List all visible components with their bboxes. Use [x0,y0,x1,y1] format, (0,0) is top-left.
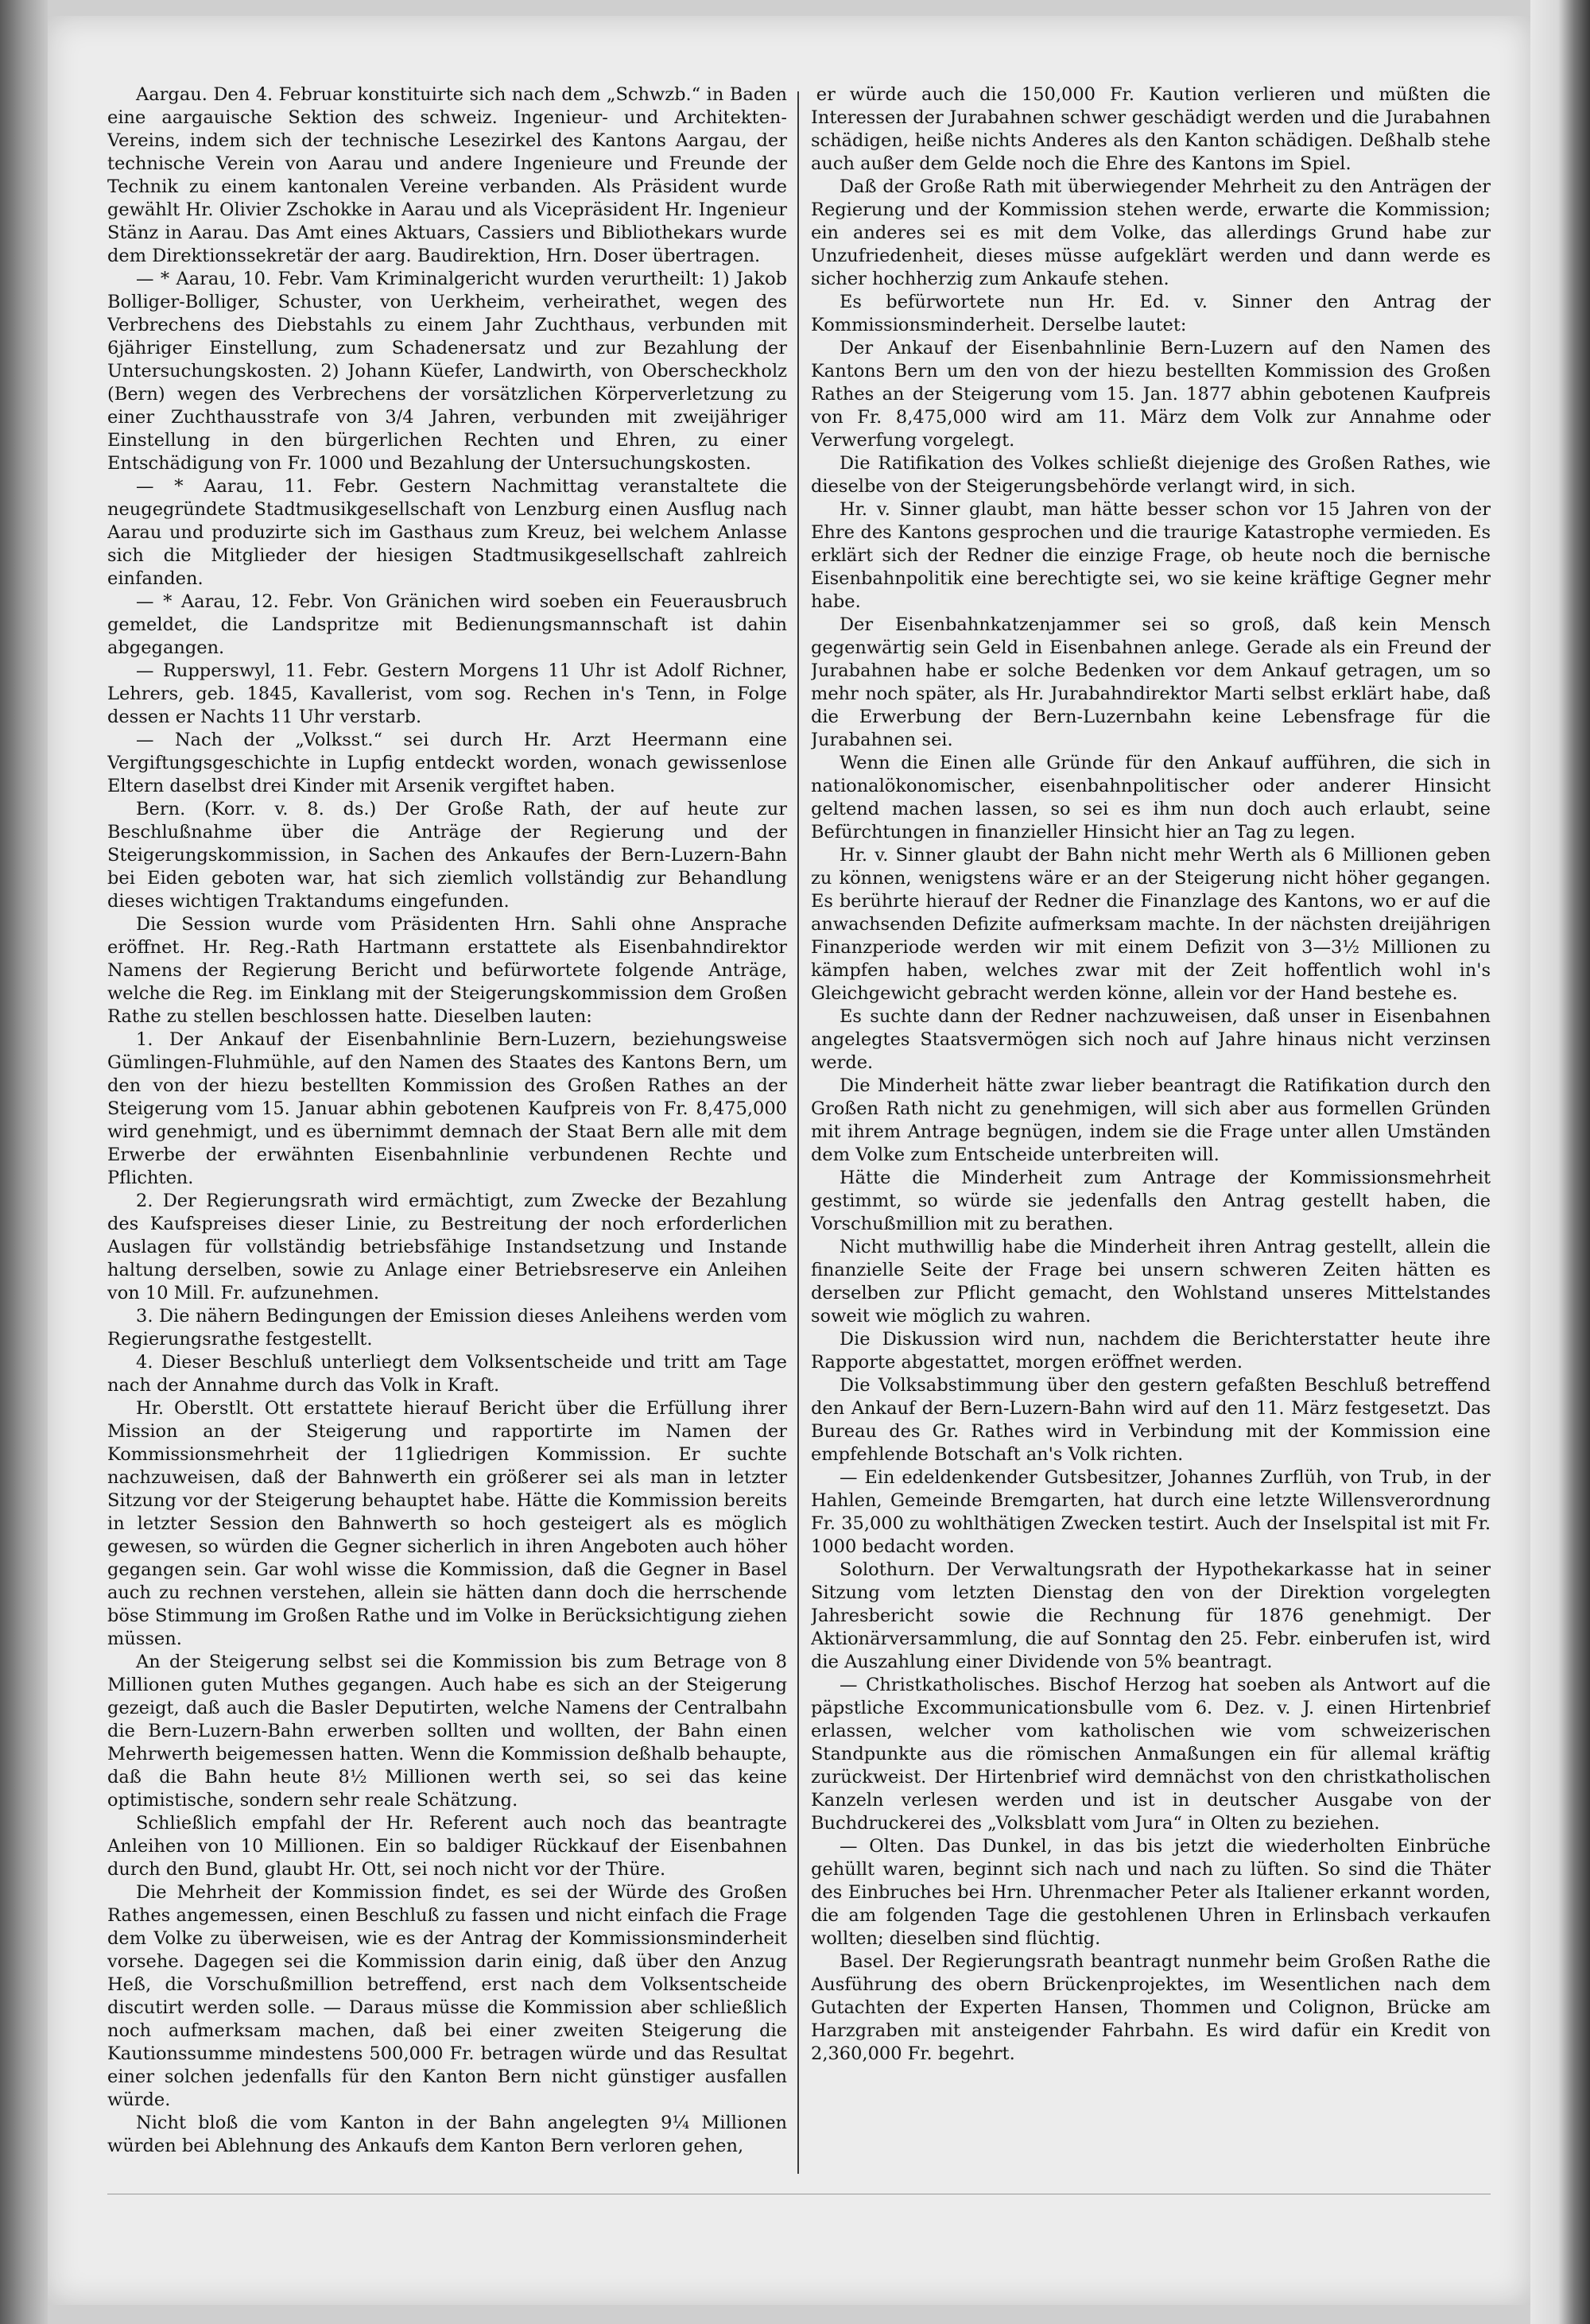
paragraph: er würde auch die 150,000 Fr. Kaution verlieren und müßten die Interessen der Jurabahnen schwer geschädigt werden und die Jurabahnen schädigen, heiße nichts Anderes als den Kanton schädigen. Deßhalb stehe auch außer dem Gelde noch die Ehre des Kantons im Spiel. [811,84,1491,174]
paragraph: Die Mehrheit der Kommission findet, es sei der Würde des Großen Rathes angemessen, einen Beschluß zu fassen und nicht einfach die Frage dem Volke zu überweisen, wie es der Antrag der Kommissionsminderheit vorsehe. Dagegen sei die Kommission darin einig, daß über den Anzug Heß, die Vorschußmillion betreffend, erst nach dem Volksentscheide discutirt werden solle. — Daraus müsse die Kommission aber schließlich noch aufmerksam machen, daß bei einer zweiten Steigerung die Kautionssumme mindestens 500,000 Fr. betragen würde und das Resultat einer solchen jedenfalls für den Kanton Bern nicht günstiger ausfallen würde. [107,1882,787,2110]
paragraph: Hr. v. Sinner glaubt der Bahn nicht mehr Werth als 6 Millionen geben zu können, wenigstens wäre er an der Steigerung nicht höher gegangen. Es berührte hierauf der Redner die Finanzlage des Kantons, wo er auf die anwachsenden Defizite aufmerksam machte. In der nächsten dreijährigen Finanzperiode werden wir mit einem Defizit von 3—3½ Millionen zu kämpfen haben, welches zwar mit der Zeit hoffentlich wohl in's Gleichgewicht gebracht werden könne, allein vor der Hand bestehe es. [811,845,1491,1004]
paragraph: Die Diskussion wird nun, nachdem die Berichterstatter heute ihre Rapporte abgestattet, morgen eröffnet werden. [811,1329,1491,1373]
paragraph: Hr. Oberstlt. Ott erstattete hierauf Bericht über die Erfüllung ihrer Mission an der Steigerung und rapportirte im Namen der Kommissionsmehrheit der 11gliedrigen Kommission. Er suchte nachzuweisen, daß der Bahnwerth ein größerer sei als man in letzter Sitzung vor der Steigerung behauptet habe. Hätte die Kommission bereits in letzter Session den Bahnwerth so hoch gesteigert als es möglich gewesen, so würden die Gegner sicherlich in ihren Angeboten auch höher gegangen sein. Gar wohl wisse die Kommission, daß die Gegner in Basel auch zu rechnen verstehen, allein sie hätten dann doch die herrschende böse Stimmung im Großen Rathe und im Volke in Berücksichtigung ziehen müssen. [107,1398,787,1649]
paragraph: Wenn die Einen alle Gründe für den Ankauf aufführen, die sich in nationalökonomischer, eisenbahnpolitischer oder anderer Hinsicht geltend machen lassen, so sei es ihm nun doch auch erlaubt, seine Befürchtungen in finanzieller Hinsicht hier an Tag zu legen. [811,753,1491,842]
article-bern-grosser-rath: Bern. (Korr. v. 8. ds.) Der Große Rath, der auf heute zur Beschlußnahme über die Anträge der Regierung und der Steigerungskommission, in Sachen des Ankaufes der Bern-Luzern-Bahn bei Eiden geboten war, hat sich ziemlich vollständig zur Behandlung dieses wichtigen Traktandums eingefunden. [107,799,787,912]
paragraph: Nicht muthwillig habe die Minderheit ihren Antrag gestellt, allein die finanzielle Seite der Frage bei unsern schweren Zeiten hätten es derselben zur Pflicht gemacht, den Wohlstand unseres Mittelstandes soweit wie möglich zu wahren. [811,1237,1491,1327]
paragraph: Es befürwortete nun Hr. Ed. v. Sinner den Antrag der Kommissionsminderheit. Derselbe lautet: [811,292,1491,335]
motion-text: Die Ratifikation des Volkes schließt diejenige des Großen Rathes, wie dieselbe von der Steigerungsbehörde verlangt wird, in sich. [811,453,1491,497]
left-column [107,83,787,2221]
article-bern-zurflueh: — Ein edeldenkender Gutsbesitzer, Johannes Zurflüh, von Trub, in der Hahlen, Gemeinde Bremgarten, hat durch eine letzte Willensverordnung Fr. 35,000 zu wohlthätigen Zwecken testirt. Auch der Inselspital ist mit Fr. 1000 bedacht worden. [811,1467,1491,1557]
right-column [811,83,1491,2221]
article-solothurn: Solothurn. Der Verwaltungsrath der Hypothekarkasse hat in seiner Sitzung vom letzten Dienstag den von der Direktion vorgelegten Jahresbericht sowie die Rechnung für 1876 genehmigt. Der Aktionärversammlung, die auf Sonntag den 25. Febr. einberufen ist, wird die Auszahlung einer Dividende von 5% beantragt. [811,1559,1491,1672]
motion-item: 3. Die nähern Bedingungen der Emission dieses Anleihens werden vom Regierungsrathe festgestellt. [107,1306,787,1350]
motion-text: Der Ankauf der Eisenbahnlinie Bern-Luzern auf den Namen des Kantons Bern um den von der hiezu bestellten Kommission des Großen Rathes an der Steigerung vom 15. Jan. 1877 abhin gebotenen Kaufpreis von Fr. 8,475,000 wird am 11. März dem Volk zur Annahme oder Verwerfung vorgelegt. [811,338,1491,451]
paragraph: Die Volksabstimmung über den gestern gefaßten Beschluß betreffend den Ankauf der Bern-Luzern-Bahn wird auf den 11. März festgesetzt. Das Bureau des Gr. Rathes wird in Verbindung mit der Kommission eine empfehlende Botschaft an's Volk richten. [811,1375,1491,1465]
paragraph: Es suchte dann der Redner nachzuweisen, daß unser in Eisenbahnen angelegtes Staatsvermögen sich noch auf Jahre hinaus nicht verzinsen werde. [811,1006,1491,1073]
paragraph: Der Eisenbahnkatzenjammer sei so groß, daß kein Mensch gegenwärtig sein Geld in Eisenbahnen anlege. Gerade als ein Freund der Jurabahnen habe er solche Bedenken vor dem Ankauf getragen, um so mehr noch später, als Hr. Jurabahndirektor Marti selbst erklärt habe, daß die Erwerbung der Bern-Luzernbahn keine Lebensfrage für die Jurabahnen sei. [811,614,1491,750]
article-basel: Basel. Der Regierungsrath beantragt nunmehr beim Großen Rathe die Ausführung des obern Brückenprojektes, im Wesentlichen nach dem Gutachten der Experten Hansen, Thommen und Colignon, Brücke am Harzgraben mit ansteigender Fahrbahn. Es wird dafür ein Kredit von 2,360,000 Fr. begehrt. [811,1951,1491,2064]
article-aarau-kriminalgericht: — * Aarau, 10. Febr. Vam Kriminalgericht wurden verurtheilt: 1) Jakob Bolliger-Bolliger, Schuster, von Uerkheim, verheirathet, wegen des Verbrechens des Diebstahls zu einem Jahr Zuchthaus, verbunden mit 6jähriger Einstellung, zum Schadenersatz und zur Bezahlung der Untersuchungskosten. 2) Johann Küefer, Landwirth, von Oberscheckholz (Bern) wegen des Verbrechens der vorsätzlichen Körperverletzung zu einer Zuchthausstrafe von 3/4 Jahren, verbunden mit zweijähriger Einstellung in den bürgerlichen Rechten und Ehren, zu einer Entschädigung von Fr. 1000 und Bezahlung der Untersuchungskosten. [107,269,787,474]
paragraph: Schließlich empfahl der Hr. Referent auch noch das beantragte Anleihen von 10 Millionen. Ein so baldiger Rückkauf der Eisenbahnen durch den Bund, glaubt Hr. Ott, sei noch nicht vor der Thüre. [107,1813,787,1880]
article-olten: — Olten. Das Dunkel, in das bis jetzt die wiederholten Einbrüche gehüllt waren, beginnt sich nach und nach zu lüften. So sind die Thäter des Einbruches bei Hrn. Uhrenmacher Peter als Italiener erkannt worden, die am folgenden Tage die gestohlenen Uhren in Erlinsbach verkaufen wollten; dieselben sind flüchtig. [811,1836,1491,1949]
article-christkatholisches: — Christkatholisches. Bischof Herzog hat soeben als Antwort auf die päpstliche Excommunicationsbulle vom 6. Dez. v. J. einen Hirtenbrief erlassen, welcher vom katholischen wie vom schweizerischen Standpunkte aus die römischen Anmaßungen ein für allemal kräftig zurückweist. Der Hirtenbrief wird demnächst von den christkatholischen Kanzeln verlesen werden und ist in deutscher Ausgabe von der Buchdruckerei des „Volksblatt vom Jura“ in Olten zu beziehen. [811,1675,1491,1834]
paragraph: Daß der Große Rath mit überwiegender Mehrheit zu den Anträgen der Regierung und der Kommission stehen werde, erwarte die Kommission; ein anderes sei es mit dem Volke, das allerdings Grund habe zur Unzufriedenheit, dieses müsse aufgeklärt werden und dann werde es sicher hochherzig zum Ankaufe stehen. [811,176,1491,289]
column-divider [797,91,799,2174]
article-rupperswyl: — Rupperswyl, 11. Febr. Gestern Morgens 11 Uhr ist Adolf Richner, Lehrers, geb. 1845, Kavallerist, vom sog. Rechen in's Tenn, in Folge dessen er Nachts 11 Uhr verstarb. [107,660,787,727]
paragraph: An der Steigerung selbst sei die Kommission bis zum Betrage von 8 Millionen guten Muthes gegangen. Auch habe es sich an der Steigerung gezeigt, daß auch die Basler Deputirten, welche Namens der Centralbahn die Bern-Luzern-Bahn erwerben sollten und wollten, der Bahn einen Mehrwerth beigemessen hatten. Wenn die Kommission deßhalb behaupte, daß die Bahn heute 8½ Millionen werth sei, so sei das keine optimistische, sondern sehr reale Schätzung. [107,1652,787,1811]
article-aarau-feuer: — * Aarau, 12. Febr. Von Gränichen wird soeben ein Feuerausbruch gemeldet, die Landspritze mit Bedienungsmannschaft ist dahin abgegangen. [107,591,787,658]
motion-item: 2. Der Regierungsrath wird ermächtigt, zum Zwecke der Bezahlung des Kaufspreises dieser Linie, zu Bestreitung der noch erforderlichen Auslagen für vollständig betriebsfähige Instandsetzung und Instande haltung derselben, sowie zu Anlage einer Betriebsreserve ein Anleihen von 10 Mill. Fr. aufzunehmen. [107,1191,787,1303]
scan-edge-left [0,0,48,2324]
paragraph: Hätte die Minderheit zum Antrage der Kommissionsmehrheit gestimmt, so würde sie jedenfalls den Antrag gestellt haben, die Vorschußmillion mit zu berathen. [811,1168,1491,1234]
paragraph: Hr. v. Sinner glaubt, man hätte besser schon vor 15 Jahren von der Ehre des Kantons gesprochen und die traurige Katastrophe vermieden. Es erklärt sich der Redner die einzige Frage, ob heute noch die bernische Eisenbahnpolitik eine berechtigte sei, wo sie keine kräftige Gegner mehr habe. [811,499,1491,612]
article-aargau-ingenieure: Aargau. Den 4. Februar konstituirte sich nach dem „Schwzb.“ in Baden eine aargauische Sektion des schweiz. Ingenieur- und Architekten-Vereins, indem sich der technische Lesezirkel des Kantons Aargau, der technische Verein von Aarau und andere Ingenieure und Freunde der Technik zu einem kantonalen Vereine verbanden. Als Präsident wurde gewählt Hr. Olivier Zschokke in Aarau und als Vicepräsident Hr. Ingenieur Stänz in Aarau. Das Amt eines Aktuars, Cassiers und Bibliothekars wurde dem Direktionssekretär der aarg. Baudirektion, Hrn. Doser übertragen. [107,84,787,266]
article-aarau-stadtmusik: — * Aarau, 11. Febr. Gestern Nachmittag veranstaltete die neugegründete Stadtmusikgesellschaft von Lenzburg einen Ausflug nach Aarau und produzirte sich im Gasthaus zum Kreuz, bei welchem Anlasse sich die Mitglieder der hiesigen Stadtmusikgesellschaft zahlreich einfanden. [107,476,787,589]
article-lupfig: — Nach der „Volksst.“ sei durch Hr. Arzt Heermann eine Vergiftungsgeschichte in Lupfig entdeckt worden, wonach gewissenlose Eltern daselbst drei Kinder mit Arsenik vergiftet haben. [107,730,787,796]
scan-edge-right [1530,0,1590,2324]
motion-item: 1. Der Ankauf der Eisenbahnlinie Bern-Luzern, beziehungsweise Gümlingen-Fluhmühle, auf den Namen des Staates des Kantons Bern, um den von der hiezu bestellten Kommission des Großen Rathes an der Steigerung vom 15. Januar abhin gebotenen Kaufpreis von Fr. 8,475,000 wird genehmigt, und es übernimmt demnach der Staat Bern alle mit dem Erwerbe der erwähnten Eisenbahnlinie verbundenen Rechte und Pflichten. [107,1029,787,1188]
paragraph: Nicht bloß die vom Kanton in der Bahn angelegten 9¼ Millionen würden bei Ablehnung des Ankaufs dem Kanton Bern verloren gehen, [107,2113,787,2156]
motion-item: 4. Dieser Beschluß unterliegt dem Volksentscheide und tritt am Tage nach der Annahme durch das Volk in Kraft. [107,1352,787,1396]
paragraph: Die Minderheit hätte zwar lieber beantragt die Ratifikation durch den Großen Rath nicht zu genehmigen, will sich aber aus formellen Gründen mit ihrem Antrage begnügen, indem sie die Frage unter allen Umständen dem Volke zum Entscheide unterbreiten will. [811,1075,1491,1165]
paragraph: Die Session wurde vom Präsidenten Hrn. Sahli ohne Ansprache eröffnet. Hr. Reg.-Rath Hartmann erstattete als Eisenbahndirektor Namens der Regierung Bericht und befürwortete folgende Anträge, welche die Reg. im Einklang mit der Steigerungskommission dem Großen Rathe zu stellen beschlossen hatte. Dieselben lauten: [107,914,787,1027]
